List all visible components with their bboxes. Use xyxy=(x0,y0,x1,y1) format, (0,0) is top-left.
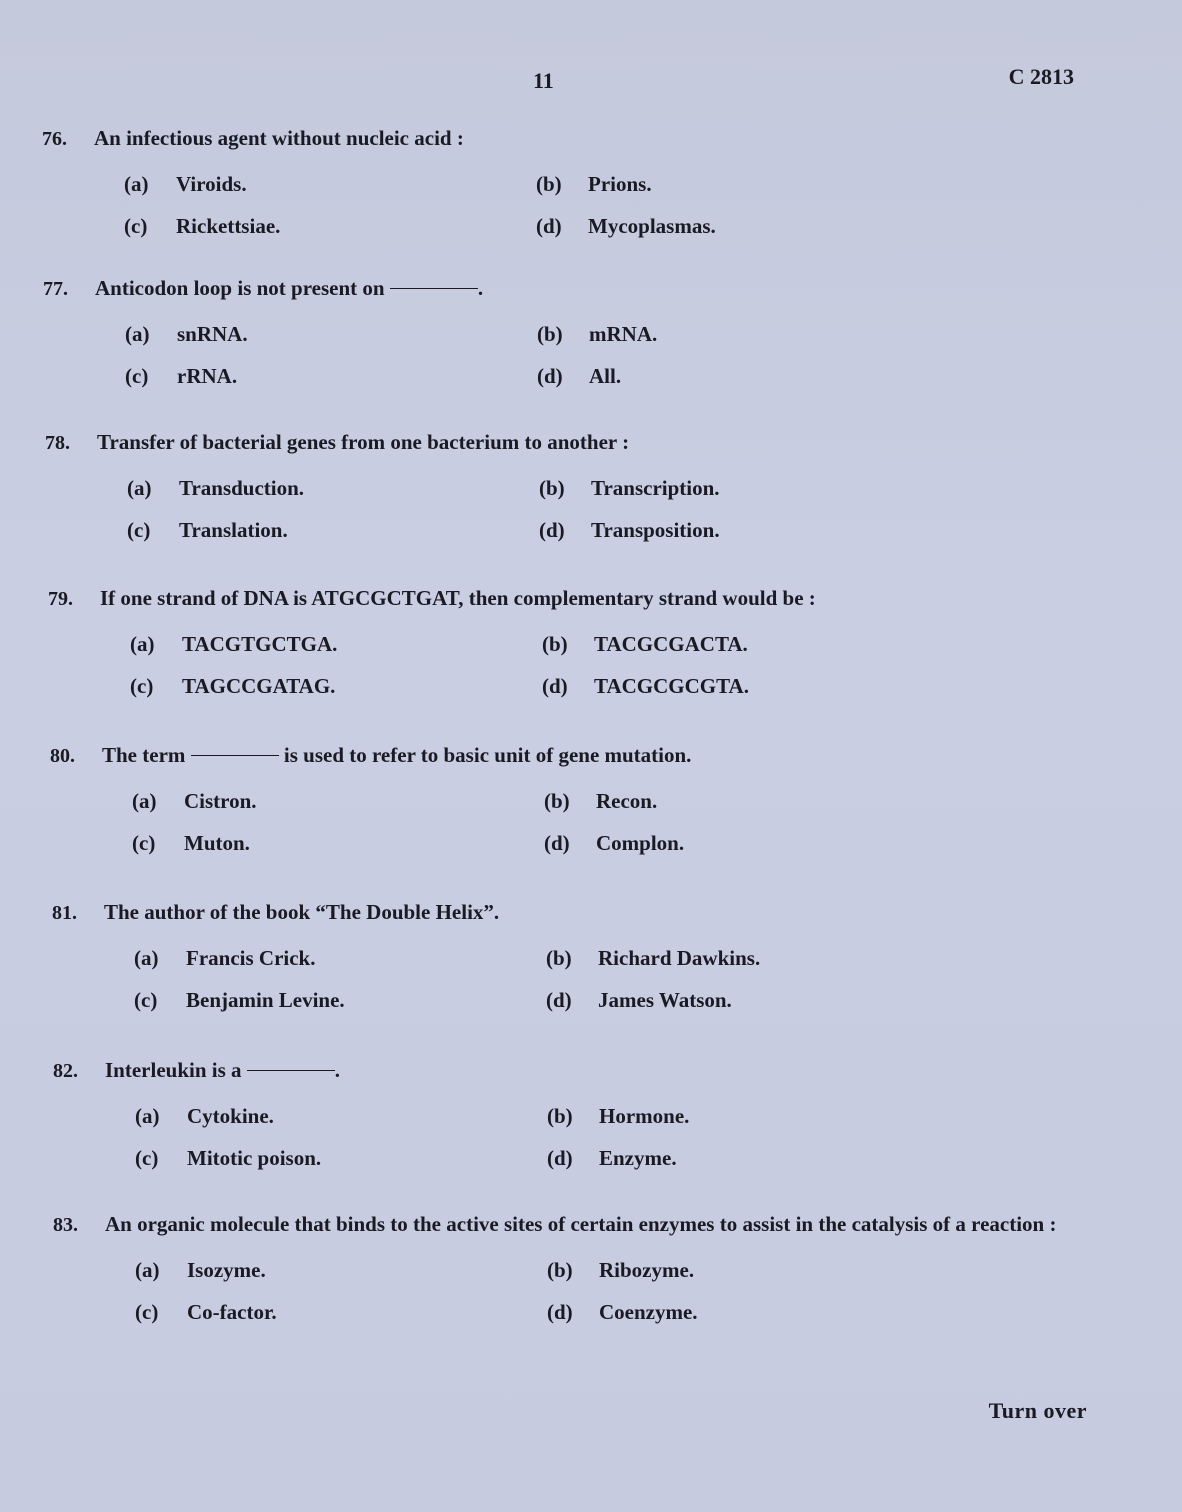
question-text: Anticodon loop is not present on . xyxy=(95,276,484,300)
option-d: (d) TACGCGCGTA. xyxy=(542,674,749,698)
question-number: 81. xyxy=(52,902,77,924)
question-number: 82. xyxy=(53,1060,78,1082)
option-b: (b) Prions. xyxy=(536,172,652,196)
question-number: 80. xyxy=(50,745,75,767)
question-number: 83. xyxy=(53,1214,78,1236)
option-b: (b) Ribozyme. xyxy=(547,1258,695,1282)
option-a: (a) Cytokine. xyxy=(135,1104,274,1128)
question-76 xyxy=(42,120,1102,239)
option-a: (a) Francis Crick. xyxy=(134,946,316,970)
option-b: (b) Recon. xyxy=(544,789,658,813)
question-text: An organic molecule that binds to the active sites of certain enzymes to assist in the catalysis of a reaction : xyxy=(105,1212,1057,1236)
fill-blank xyxy=(390,288,478,289)
option-d: (d) Coenzyme. xyxy=(547,1300,698,1324)
question-83 xyxy=(53,1206,1113,1325)
option-d: (d) James Watson. xyxy=(546,988,732,1012)
question-number: 79. xyxy=(48,588,73,610)
options-grid xyxy=(132,789,1110,856)
question-text: The author of the book “The Double Helix”. xyxy=(104,900,500,924)
turn-over-note: Turn over xyxy=(988,1398,1087,1423)
option-c: (c) Benjamin Levine. xyxy=(134,988,345,1012)
question-number: 76. xyxy=(42,128,67,150)
options-grid xyxy=(135,1104,1113,1171)
question-text: An infectious agent without nucleic acid : xyxy=(94,126,464,150)
question-81 xyxy=(52,894,1112,1013)
question-77 xyxy=(43,270,1103,389)
question-number: 78. xyxy=(45,432,70,454)
options-grid xyxy=(127,476,1105,543)
option-a: (a) Transduction. xyxy=(127,476,305,500)
options-grid xyxy=(135,1258,1113,1325)
option-c: (c) TAGCCGATAG. xyxy=(130,674,336,698)
fill-blank xyxy=(191,755,279,756)
question-text: The term is used to refer to basic unit of gene mutation. xyxy=(102,743,692,767)
option-d: (d) Complon. xyxy=(544,831,685,855)
question-text: Transfer of bacterial genes from one bacterium to another : xyxy=(97,430,630,454)
option-c: (c) Rickettsiae. xyxy=(124,214,281,238)
options-grid xyxy=(134,946,1112,1013)
page-number: 11 xyxy=(533,68,554,93)
question-text: Interleukin is a . xyxy=(105,1058,341,1082)
option-b: (b) Hormone. xyxy=(547,1104,690,1128)
option-d: (d) Mycoplasmas. xyxy=(536,214,716,238)
question-82 xyxy=(53,1052,1113,1171)
option-d: (d) Enzyme. xyxy=(547,1146,677,1170)
option-a: (a) snRNA. xyxy=(125,322,248,346)
options-grid xyxy=(124,172,1102,239)
option-a: (a) TACGTGCTGA. xyxy=(130,632,338,656)
option-b: (b) mRNA. xyxy=(537,322,658,346)
option-c: (c) Mitotic poison. xyxy=(135,1146,322,1170)
option-b: (b) Richard Dawkins. xyxy=(546,946,761,970)
question-number: 77. xyxy=(43,278,68,300)
option-c: (c) rRNA. xyxy=(125,364,238,388)
question-79 xyxy=(48,580,1108,699)
question-text: If one strand of DNA is ATGCGCTGAT, then complementary strand would be : xyxy=(100,586,816,610)
option-a: (a) Cistron. xyxy=(132,789,257,813)
fill-blank xyxy=(247,1070,335,1071)
option-a: (a) Isozyme. xyxy=(135,1258,266,1282)
option-a: (a) Viroids. xyxy=(124,172,247,196)
option-c: (c) Co-factor. xyxy=(135,1300,277,1324)
option-d: (d) All. xyxy=(537,364,622,388)
option-d: (d) Transposition. xyxy=(539,518,720,542)
paper-code: C 2813 xyxy=(1008,64,1074,89)
option-c: (c) Translation. xyxy=(127,518,288,542)
options-grid xyxy=(125,322,1103,389)
question-78 xyxy=(45,424,1105,543)
option-c: (c) Muton. xyxy=(132,831,250,855)
options-grid xyxy=(130,632,1108,699)
question-80 xyxy=(50,737,1110,856)
option-b: (b) TACGCGACTA. xyxy=(542,632,748,656)
option-b: (b) Transcription. xyxy=(539,476,720,500)
